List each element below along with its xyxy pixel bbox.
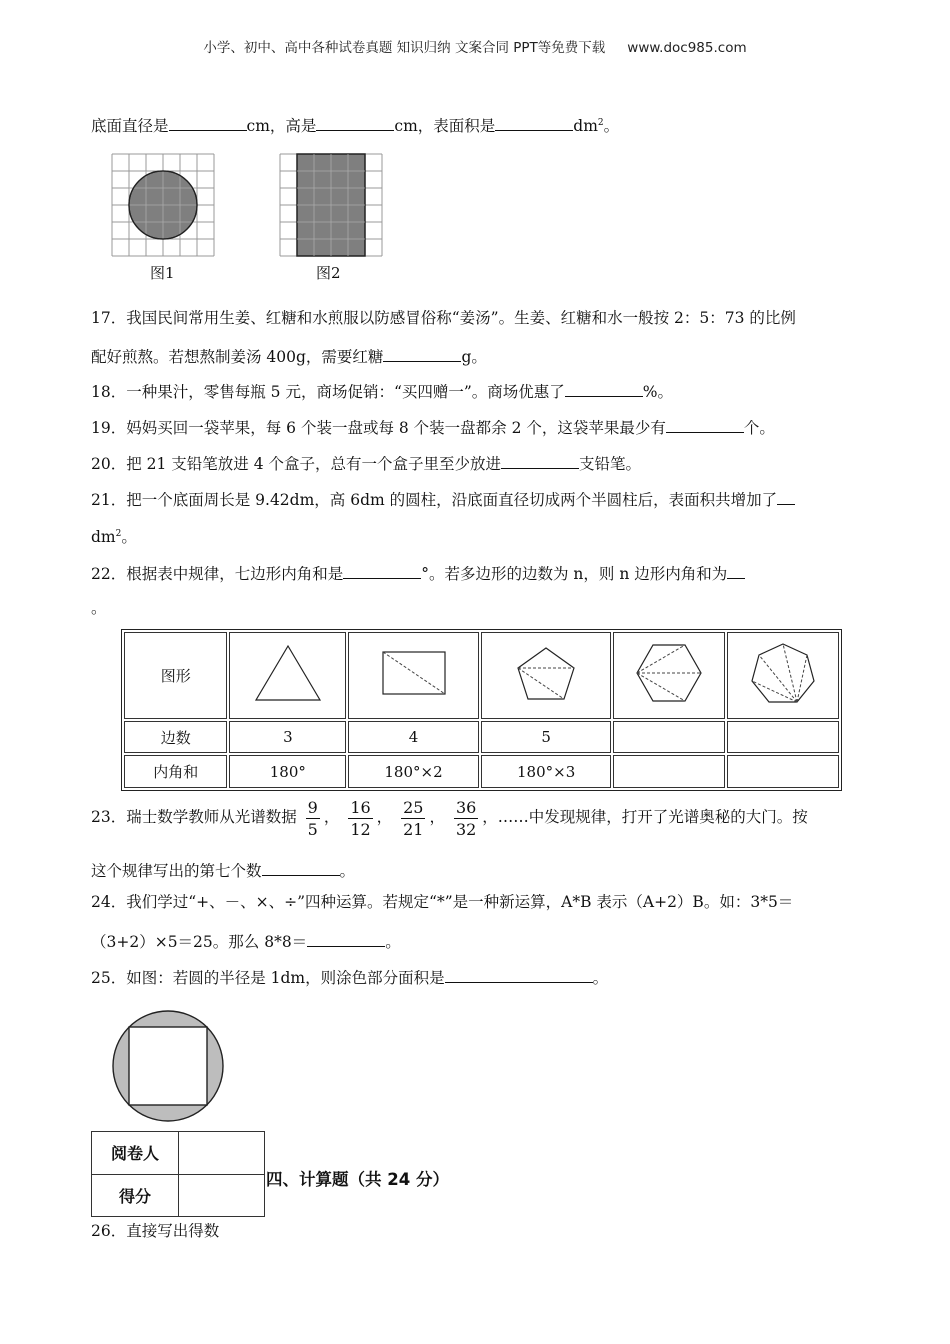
fraction: $\frac{25}{21}$ <box>403 797 424 839</box>
q23-line2: 这个规律写出的第七个数 。 <box>91 859 355 881</box>
q25-line: 25．如图：若圆的半径是 1dm，则涂色部分面积是 。 <box>91 966 608 988</box>
heptagon-shape <box>727 632 839 719</box>
hexagon-shape <box>613 632 725 719</box>
section-title: 四、计算题（共 24 分） <box>266 1170 449 1189</box>
q22-line1: 22．根据表中规律，七边形内角和是 °。若多边形的边数为 n，则 n 边形内角和为 <box>91 562 745 584</box>
answer-blank[interactable] <box>445 966 593 983</box>
figure-2-label: 图2 <box>316 264 341 282</box>
q22-line2: 。 <box>91 599 107 617</box>
fraction: $\frac{36}{32}$ <box>455 797 477 839</box>
q24-line1: 24．我们学过“+、－、×、÷”四种运算。若规定“*”是一种新运算，A*B 表示（A+2）B。如：3*5＝ <box>91 893 794 911</box>
row-label-sides: 边数 <box>124 721 227 754</box>
row-label-shape: 图形 <box>124 632 227 719</box>
fraction: $\frac{16}{12}$ <box>350 797 371 839</box>
score-cell[interactable] <box>179 1174 265 1217</box>
quadrilateral-shape <box>348 632 479 719</box>
page-header <box>0 36 950 56</box>
table-row: 内角和 180° 180°×2 180°×3 <box>124 755 839 788</box>
q17-line2: 配好煎熬。若想熬制姜汤 400g，需要红糖 g。 <box>91 345 487 367</box>
q18-line: 18．一种果汁，零售每瓶 5 元，商场促销：“买四赠一”。商场优惠了 %。 <box>91 380 673 402</box>
q19-line: 19．妈妈买回一袋苹果，每 6 个装一盘或每 8 个装一盘都余 2 个，这袋苹果最少有 个。 <box>91 416 775 438</box>
table-row: 边数 3 4 5 <box>124 721 839 754</box>
q23-line1: 23．瑞士数学教师从光谱数据 $\frac{9}{5}$ ， $\frac{16}{12}$ ， $\frac{25}{21}$ ， $\frac{36}{32}$ ，……中发现规律，打开了光谱奥秘的大门。按 <box>91 797 808 839</box>
answer-blank[interactable] <box>307 930 385 947</box>
polygon-angle-table <box>121 629 842 791</box>
score-label: 得分 <box>92 1174 179 1217</box>
header-text: 小学、初中、高中各种试卷真题 知识归纳 文案合同 PPT等免费下载 <box>203 40 606 56</box>
figure-2-rectangle-grid <box>278 152 386 258</box>
q16-line: 底面直径是 cm，高是 cm，表面积是 $dm^2$。 <box>91 113 619 136</box>
figure-1-label: 图1 <box>150 264 175 282</box>
circle-square-figure <box>109 1007 227 1125</box>
score-table <box>91 1131 265 1217</box>
reviewer-cell[interactable] <box>179 1132 265 1175</box>
q26-line: 26．直接写出得数 <box>91 1222 220 1240</box>
table-row <box>124 632 839 719</box>
figure-1-circle-grid <box>110 152 218 258</box>
answer-blank[interactable] <box>343 562 421 579</box>
answer-blank[interactable] <box>727 562 745 579</box>
answer-blank[interactable] <box>565 380 643 397</box>
answer-blank[interactable] <box>495 114 573 131</box>
answer-blank[interactable] <box>262 859 340 876</box>
row-label-angle-sum: 内角和 <box>124 755 227 788</box>
q20-line: 20．把 21 支铅笔放进 4 个盒子，总有一个盒子里至少放进 支铅笔。 <box>91 452 641 474</box>
reviewer-label: 阅卷人 <box>92 1132 179 1175</box>
answer-blank[interactable] <box>777 488 795 505</box>
pentagon-shape <box>481 632 612 719</box>
header-url[interactable]: www.doc985.com <box>627 40 747 56</box>
answer-blank[interactable] <box>169 114 247 131</box>
q21-line1: 21．把一个底面周长是 9.42dm，高 6dm 的圆柱，沿底面直径切成两个半圆柱后，表面积共增加了 <box>91 488 795 510</box>
triangle-shape <box>229 632 346 719</box>
answer-blank[interactable] <box>666 416 744 433</box>
q21-line2: $dm^2$。 <box>91 528 137 547</box>
q17-line1: 17．我国民间常用生姜、红糖和水煎服以防感冒俗称“姜汤”。生姜、红糖和水一般按 2：5：73 的比例 <box>91 309 796 327</box>
fraction: $\frac{9}{5}$ <box>307 797 318 839</box>
q24-line2: （3+2）×5＝25。那么 8*8＝ 。 <box>91 930 401 952</box>
answer-blank[interactable] <box>383 345 461 362</box>
answer-blank[interactable] <box>501 452 579 469</box>
answer-blank[interactable] <box>316 114 394 131</box>
